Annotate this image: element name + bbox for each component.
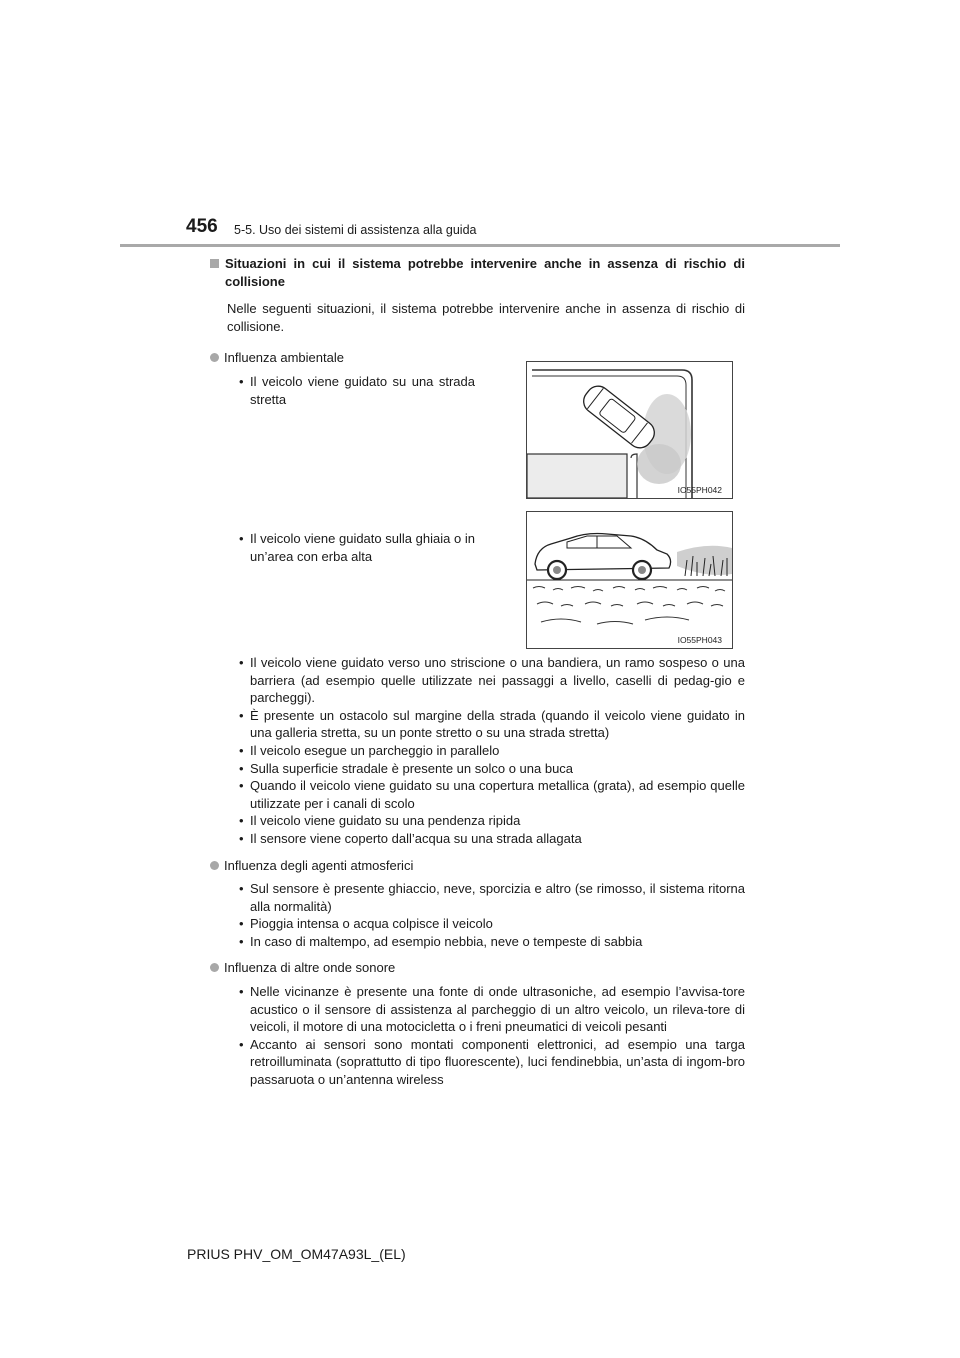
list-item: • Il veicolo viene guidato sulla ghiaia o in un’area con erba alta xyxy=(239,530,475,564)
section-title: 5-5. Uso dei sistemi di assistenza alla guida xyxy=(234,223,477,237)
circle-bullet-icon xyxy=(210,353,219,362)
list-item: • Il veicolo viene guidato su una strada stretta xyxy=(239,373,475,407)
category-environment: Influenza ambientale xyxy=(210,349,745,367)
list-item: • In caso di maltempo, ad esempio nebbia, neve o tempeste di sabbia xyxy=(239,933,643,949)
document-footer: PRIUS PHV_OM_OM47A93L_(EL) xyxy=(187,1246,406,1262)
header-divider xyxy=(120,244,840,247)
list-item: • Il sensore viene coperto dall’acqua su una strada allagata xyxy=(239,830,582,846)
sound-waves-list xyxy=(210,983,745,1089)
list-item: • Sul sensore è presente ghiaccio, neve, sporcizia e altro (se rimosso, il sistema ritorna alla normalità) xyxy=(239,881,745,914)
list-item: • Il veicolo viene guidato su una pendenza ripida xyxy=(239,813,521,829)
list-item: • Accanto ai sensori sono montati componenti elettronici, ad esempio una targa retroilluminata (soprattutto di tipo fluorescente), luci fendinebbia, un’asta di ingom-bro passaruota o un’antenna wireless xyxy=(239,1036,745,1088)
figure-label: IO55PH043 xyxy=(677,635,722,645)
list-item: • Il veicolo esegue un parcheggio in parallelo xyxy=(239,742,500,758)
list-item: • Pioggia intensa o acqua colpisce il veicolo xyxy=(239,916,493,932)
list-item: • Nelle vicinanze è presente una fonte di onde ultrasoniche, ad esempio l’avvisa-tore acustico o il sensore di assistenza al parcheggio di un altro veicolo, un rileva-tore di veicoli, il motore di una motocicletta o i freni pneumatici di veicoli pesanti xyxy=(239,984,745,1035)
circle-bullet-icon xyxy=(210,963,219,972)
page-number: 456 xyxy=(186,216,218,237)
subsection-heading: Situazioni in cui il sistema potrebbe intervenire anche in assenza di rischio di collisione xyxy=(210,255,745,290)
category-sound-waves: Influenza di altre onde sonore xyxy=(210,959,745,977)
list-item: • Il veicolo viene guidato verso uno striscione o una bandiera, un ramo sospeso o una barriera (ad esempio quelle utilizzate nei passaggi a livello, caselli di pedag-gio e parcheggi). xyxy=(239,654,745,706)
square-bullet-icon xyxy=(210,259,219,268)
list-item: • È presente un ostacolo sul margine della strada (quando il veicolo viene guidato in una galleria stretta, su un ponte stretto o su una strada stretta) xyxy=(239,707,745,741)
gravel-grass-illustration xyxy=(527,512,732,648)
list-item: • Quando il veicolo viene guidato su una copertura metallica (grata), ad esempio quelle utilizzate per i canali di scolo xyxy=(239,778,745,811)
figure-label: IO55PH042 xyxy=(677,485,722,495)
figure-narrow-road xyxy=(526,361,733,499)
list-item: • Sulla superficie stradale è presente un solco o una buca xyxy=(239,760,574,776)
environment-list xyxy=(210,654,745,848)
weather-list xyxy=(210,880,745,950)
narrow-road-illustration xyxy=(527,362,732,498)
circle-bullet-icon xyxy=(210,861,219,870)
figure-gravel-grass xyxy=(526,511,733,649)
intro-paragraph: Nelle seguenti situazioni, il sistema potrebbe intervenire anche in assenza di rischio di collisione. xyxy=(227,301,745,334)
category-weather: Influenza degli agenti atmosferici xyxy=(210,857,745,875)
